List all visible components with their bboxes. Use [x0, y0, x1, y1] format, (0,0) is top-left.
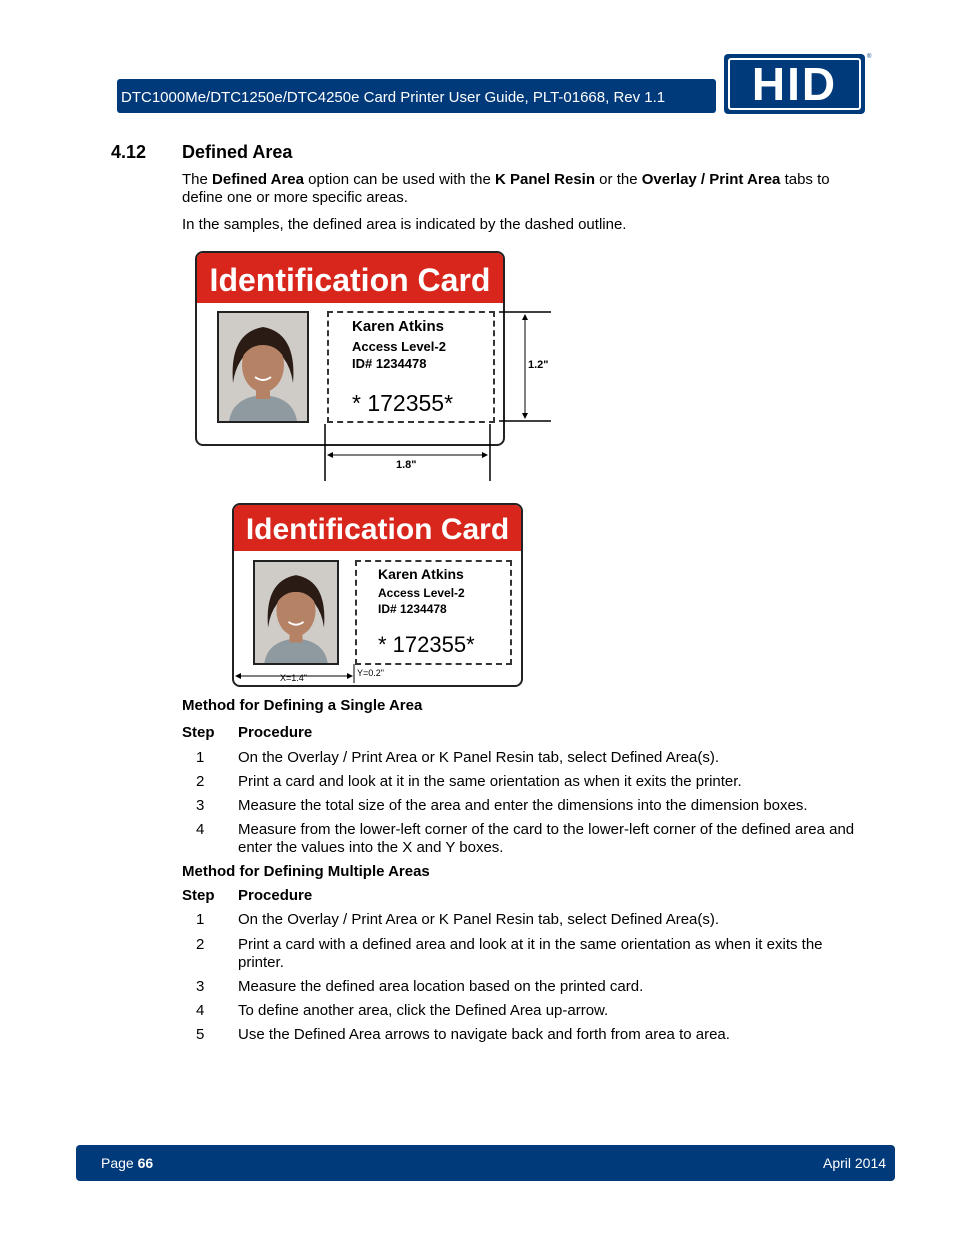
registered-mark: ®: [867, 54, 872, 60]
multiple-step-text: To define another area, click the Defined Area up-arrow.: [238, 1002, 609, 1019]
single-procedure-header: Procedure: [238, 724, 313, 741]
single-area-heading: Method for Defining a Single Area: [182, 697, 423, 714]
intro-text-3: or the: [595, 171, 642, 188]
dimension-x-label: X=1.4": [280, 673, 307, 683]
multiple-step-text: Print a card with a defined area and look at it in the same orientation as when it exits the printer.: [238, 936, 823, 971]
dimension-y-label: Y=0.2": [357, 668, 384, 678]
card-barcode: * 172355*: [352, 390, 454, 416]
intro-text-1: The: [182, 171, 213, 188]
card-barcode: * 172355*: [378, 632, 475, 657]
single-step-text: Measure the total size of the area and enter the dimensions into the dimension boxes.: [238, 797, 808, 814]
multiple-step-text: On the Overlay / Print Area or K Panel Resin tab, select Defined Area(s).: [238, 911, 720, 928]
section-number: 4.12: [111, 142, 147, 162]
card-id-number: ID# 1234478: [352, 356, 427, 371]
footer-bar: [76, 1145, 895, 1181]
document-date: April 2014: [823, 1155, 887, 1171]
multiple-step-number: 4: [196, 1002, 205, 1019]
multiple-step-number: 5: [196, 1026, 205, 1043]
intro-term-defined-area: Defined Area: [212, 171, 304, 188]
card-access-level: Access Level-2: [352, 339, 446, 354]
single-step-header: Step: [182, 724, 215, 741]
multiple-step-text: Measure the defined area location based on the printed card.: [238, 978, 644, 995]
intro-term-k-panel: K Panel Resin: [494, 171, 596, 188]
card-id-number: ID# 1234478: [378, 602, 447, 616]
card-holder-name: Karen Atkins: [352, 318, 444, 335]
single-step-text: Measure from the lower-left corner of the card to the lower-left corner of the defined area and enter the values into the X and Y boxes.: [238, 821, 855, 856]
multiple-step-text: Use the Defined Area arrows to navigate back and forth from area to area.: [238, 1026, 730, 1043]
card-title: Identification Card: [234, 505, 521, 551]
dimension-height-label: 1.2": [528, 359, 549, 371]
intro-text-4: tabs to define one or more specific areas.: [182, 171, 830, 206]
single-step-text: Print a card and look at it in the same orientation as when it exits the printer.: [238, 773, 742, 790]
multiple-step-number: 1: [196, 911, 205, 928]
single-step-number: 2: [196, 773, 205, 790]
card-title: Identification Card: [197, 253, 503, 303]
single-step-number: 1: [196, 749, 205, 766]
page-label: Page: [101, 1155, 138, 1171]
multiple-step-number: 3: [196, 978, 205, 995]
document-title: DTC1000Me/DTC1250e/DTC4250e Card Printer User Guide, PLT-01668, Rev 1.1: [121, 89, 666, 106]
intro-term-overlay: Overlay / Print Area: [641, 171, 781, 188]
single-step-number: 4: [196, 821, 205, 838]
card-access-level: Access Level-2: [378, 586, 465, 600]
dimension-width-label: 1.8": [396, 459, 417, 471]
multiple-procedure-header: Procedure: [238, 887, 313, 904]
samples-note: In the samples, the defined area is indicated by the dashed outline.: [182, 216, 627, 233]
page-number-value: 66: [137, 1155, 154, 1171]
section-title: Defined Area: [182, 142, 293, 162]
logo-text: HID: [751, 58, 838, 110]
multiple-step-number: 2: [196, 936, 205, 953]
single-step-number: 3: [196, 797, 205, 814]
card-holder-name: Karen Atkins: [378, 566, 464, 582]
page-number: [101, 1155, 153, 1171]
intro-text-2: option can be used with the: [304, 171, 495, 188]
single-step-text: On the Overlay / Print Area or K Panel Resin tab, select Defined Area(s).: [238, 749, 720, 766]
multiple-areas-heading: Method for Defining Multiple Areas: [182, 863, 430, 880]
multiple-step-header: Step: [182, 887, 215, 904]
